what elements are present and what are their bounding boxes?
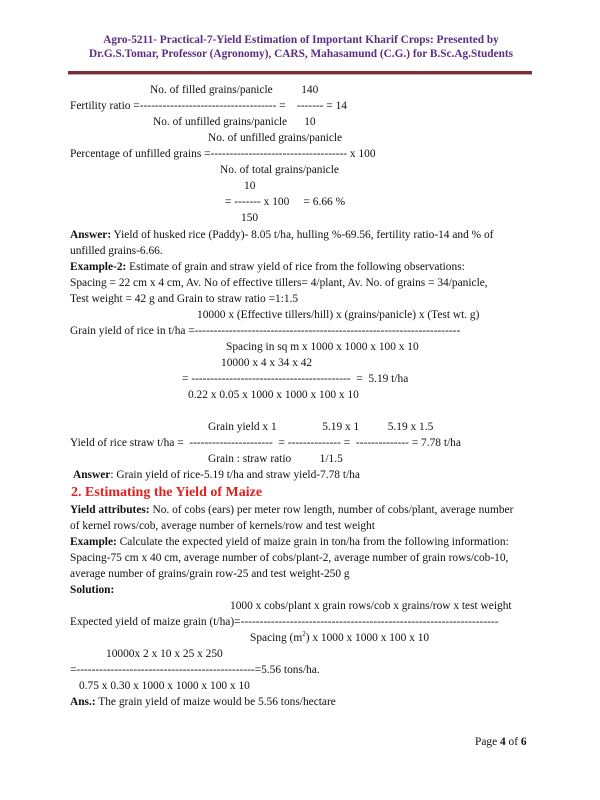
fertility-numerator: No. of filled grains/panicle 140 — [150, 84, 319, 96]
fertility-denominator: No. of unfilled grains/panicle 10 — [153, 116, 316, 128]
answer-3 — [70, 695, 336, 709]
solution-calc-line: =-----------------------------------------------=5.56 tons/ha. — [70, 664, 320, 676]
header-divider — [68, 71, 532, 75]
unfilled-denominator: No. of total grains/panicle — [220, 164, 339, 176]
example-2-observations-2: Test weight = 42 g and Grain to straw ratio =1:1.5 — [70, 293, 299, 305]
example-2-label: Example-2: — [70, 261, 127, 273]
grain-yield-calc-line: = ------------------------------------------ = 5.19 t/ha — [182, 373, 409, 385]
current-page: 4 — [500, 736, 506, 748]
unfilled-calc-numerator: 10 — [244, 180, 256, 192]
answer-1-text: Yield of husked rice (Paddy)- 8.05 t/ha, hulling %-69.56, fertility ratio-14 and % of — [111, 229, 494, 241]
answer-2-label: Answer — [73, 469, 111, 481]
yield-attributes-text-2: of kernel rows/cob, average number of kernels/row and test weight — [70, 520, 375, 532]
grain-yield-numerator: 10000 x (Effective tillers/hill) x (grains/panicle) x (Test wt. g) — [197, 309, 480, 321]
solution-label: Solution: — [70, 584, 115, 596]
unfilled-numerator: No. of unfilled grains/panicle — [208, 132, 343, 144]
grain-yield-calc-denominator: 0.22 x 0.05 x 1000 x 1000 x 100 x 10 — [188, 389, 359, 401]
example-maize-text: Calculate the expected yield of maize grain in ton/ha from the following information: — [116, 536, 509, 548]
grain-yield-calc-numerator: 10000 x 4 x 34 x 42 — [221, 357, 313, 369]
answer-3-label: Ans.: — [70, 696, 96, 708]
unfilled-line: Percentage of unfilled grains =------------------------------------ x 100 — [70, 148, 376, 160]
grain-yield-denominator: Spacing in sq m x 1000 x 1000 x 100 x 10 — [226, 341, 419, 353]
solution-denominator: Spacing $(m^2)$ x 1000 x 1000 x 100 x 10 — [250, 630, 430, 644]
example-2-observations-1: Spacing = 22 cm x 4 cm, Av. No of effective tillers= 4/plant, Av. No. of grains = 34/panicle, — [70, 277, 488, 289]
straw-yield-numerator: Grain yield x 1 5.19 x 1 5.19 x 1.5 — [208, 421, 434, 433]
answer-3-text: The grain yield of maize would be 5.56 tons/hectare — [95, 696, 336, 708]
straw-yield-line: Yield of rice straw t/ha = ---------------------- = -------------- = -------------- = 7.78 t/ha — [70, 437, 461, 449]
solution-calc-numerator: 10000x 2 x 10 x 25 x 250 — [106, 648, 223, 660]
fertility-line: Fertility ratio =------------------------------------ = ------- = 14 — [70, 100, 347, 112]
yield-attributes-label: Yield attributes: — [70, 504, 150, 516]
page-number: Page 4 of 6 — [475, 736, 527, 748]
example-maize-text-3: average number of grains/grain row-25 and test weight-250 g — [70, 568, 350, 580]
solution-line: Expected yield of maize grain (t/ha)=-------------------------------------------------------------------- — [70, 616, 499, 628]
header-line-2: Dr.G.S.Tomar, Professor (Agronomy), CARS, Mahasamund (C.G.) for B.Sc.Ag.Students — [88, 48, 514, 60]
yield-attributes-text: No. of cobs (ears) per meter row length, number of cobs/plant, average number — [149, 504, 514, 516]
example-maize-text-2: Spacing-75 cm x 40 cm, average number of cobs/plant-2, average number of grain rows/cob-10, — [70, 552, 509, 564]
solution-numerator: 1000 x cobs/plant x grain rows/cob x grains/row x test weight — [230, 600, 512, 612]
unfilled-calc-line: = ------- x 100 = 6.66 % — [225, 196, 346, 208]
total-pages: 6 — [520, 736, 527, 748]
straw-yield-denominator: Grain : straw ratio 1/1.5 — [208, 453, 343, 465]
unfilled-calc-denominator: 150 — [241, 212, 259, 224]
header-line-1: Agro-5211- Practical-7-Yield Estimation of Important Kharif Crops: Presented by — [103, 34, 499, 46]
answer-1-text-2: unfilled grains-6.66. — [70, 245, 163, 257]
example-maize-label: Example: — [70, 536, 117, 548]
solution-calc-denominator: 0.75 x 0.30 x 1000 x 1000 x 100 x 10 — [79, 680, 250, 692]
answer-2-text: : Grain yield of rice-5.19 t/ha and straw yield-7.78 t/ha — [110, 469, 360, 481]
grain-yield-line: Grain yield of rice in t/ha =---------------------------------------------------------------------- — [70, 325, 461, 337]
example-2-text: Estimate of grain and straw yield of rice from the following observations: — [126, 261, 465, 273]
section-heading-maize: 2. Estimating the Yield of Maize — [71, 485, 263, 500]
answer-2 — [73, 468, 360, 482]
header-title — [70, 33, 532, 61]
answer-1-label: Answer: — [70, 229, 112, 241]
